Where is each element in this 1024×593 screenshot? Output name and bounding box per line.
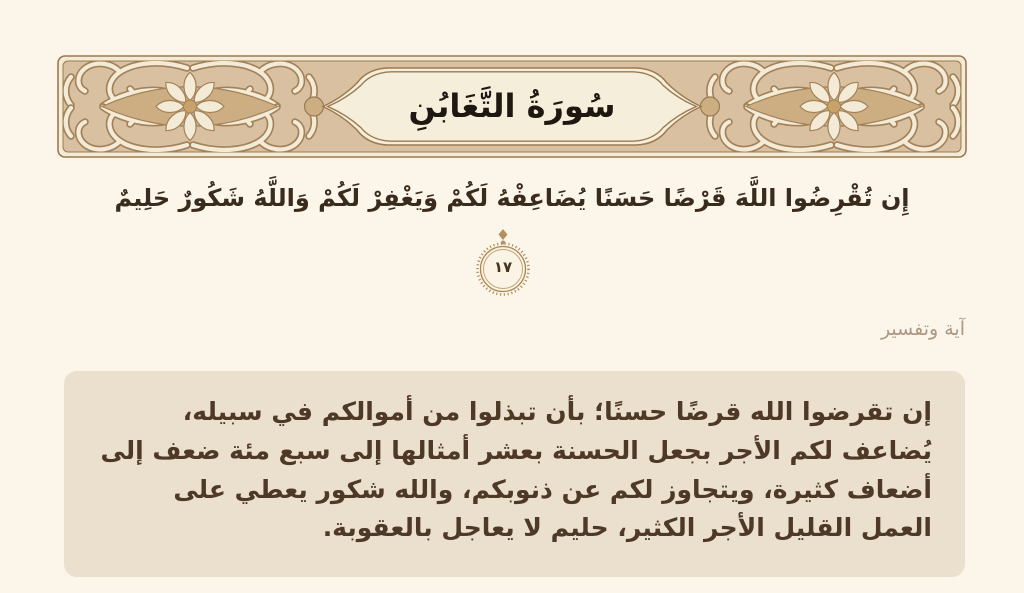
- surah-title: سُورَةُ التَّغَابُنِ: [408, 86, 616, 125]
- ayah-number: ١٧: [493, 258, 513, 276]
- tafsir-card: [64, 371, 965, 577]
- ayah-number-medallion: [472, 228, 534, 296]
- tafsir-text: إن تقرضوا الله قرضًا حسنًا؛ بأن تبذلوا من أموالكم في سبيله، يُضاعف لكم الأجر بجعل الحسنة بعشر أمثالها إلى سبع مئة ضعف إلى أضعاف كثيرة، ويتجاوز لكم عن ذنوبكم، والله شكور يعطي على العمل القليل الأجر الكثير، حليم لا يعاجل بالعقوبة.: [100, 397, 932, 543]
- ayah-text: إِن تُقْرِضُوا اللَّهَ قَرْضًا حَسَنًا يُضَاعِفْهُ لَكُمْ وَيَغْفِرْ لَكُمْ وَاللَّهُ شَكُورٌ حَلِيمٌ: [114, 184, 910, 212]
- section-label: آية وتفسير: [880, 318, 965, 340]
- surah-banner: [57, 55, 967, 158]
